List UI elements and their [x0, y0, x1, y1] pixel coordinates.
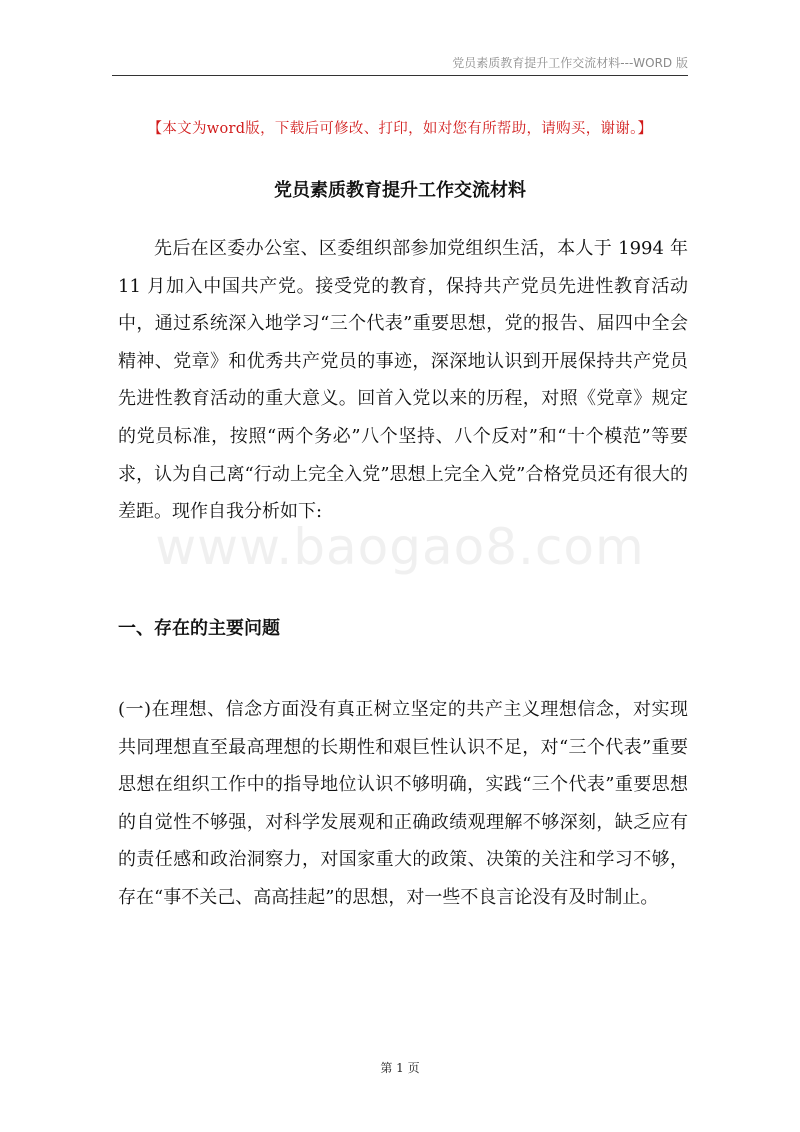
page-number: 第 1 页 [380, 1061, 420, 1075]
purchase-notice: 【本文为word版，下载后可修改、打印，如对您有所帮助，请购买，谢谢。】 [147, 121, 653, 137]
running-header: 党员素质教育提升工作交流材料---WORD 版 [452, 56, 688, 70]
watermark: www.baogao8.com [155, 518, 645, 576]
header-divider [112, 75, 688, 76]
body-paragraph: (一)在理想、信念方面没有真正树立坚定的共产主义理想信念，对实现共同理想直至最高理想的长期性和艰巨性认识不足，对“三个代表”重要思想在组织工作中的指导地位认识不够明确，实践“三个代表”重要思想的自觉性不够强，对科学发展观和正确政绩观理解不够深刻，缺乏应有的责任感和政治洞察力，对国家重大的政策、决策的关注和学习不够，存在“事不关己、高高挂起”的思想，对一些不良言论没有及时制止。 [118, 699, 688, 908]
intro-paragraph: 先后在区委办公室、区委组织部参加党组织生活，本人于 1994 年 11 月加入中国共产党。接受党的教育，保持共产党员先进性教育活动中，通过系统深入地学习“三个代表”重要思想，党的报告、届四中全会精神、党章》和优秀共产党员的事迹，深深地认识到开展保持共产党员先进性教育活动的重大意义。回首入党以来的历程，对照《党章》规定的党员标准，按照“两个务必”八个坚持、八个反对”和“十个模范”等要求，认为自己离“行动上完全入党”思想上完全入党”合格党员还有很大的差距。现作自我分析如下: [118, 238, 688, 523]
section-heading: 一、存在的主要问题 [118, 618, 280, 639]
document-title: 党员素质教育提升工作交流材料 [274, 180, 526, 201]
